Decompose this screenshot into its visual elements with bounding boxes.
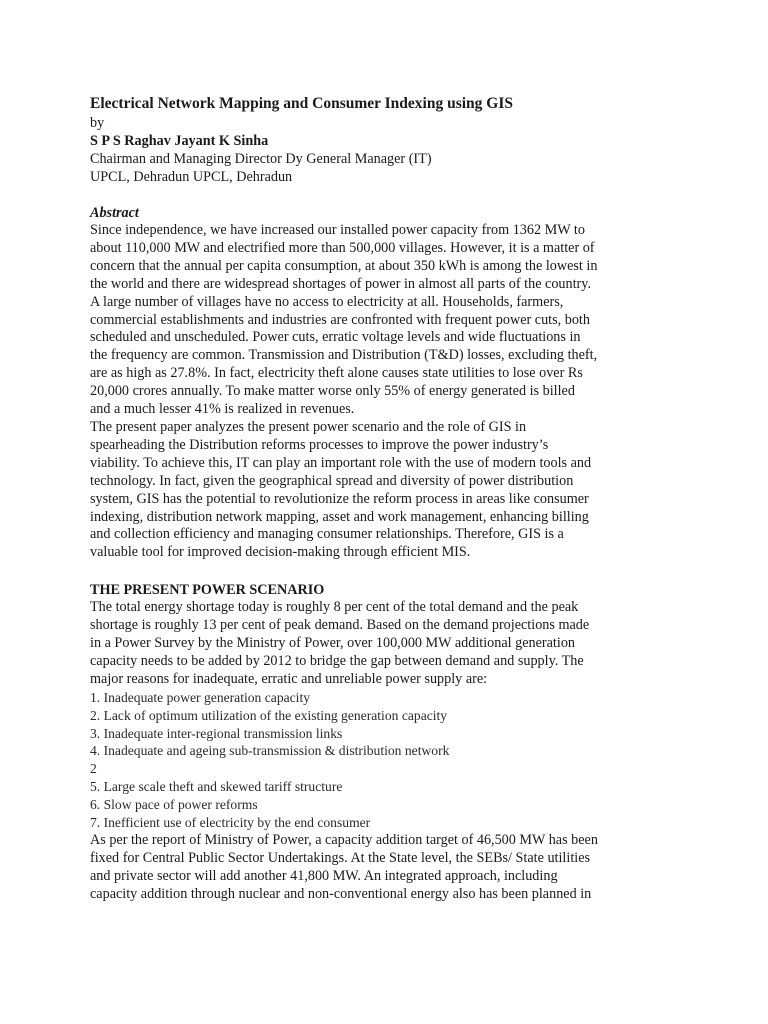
list-item: 7. Inefficient use of electricity by the end consumer	[90, 815, 371, 831]
abstract-heading: Abstract	[90, 205, 139, 221]
list-item: 6. Slow pace of power reforms	[90, 797, 258, 813]
list-item: 1. Inadequate power generation capacity	[90, 689, 311, 705]
authors: S P S Raghav Jayant K Sinha	[90, 133, 269, 149]
text-line: about 110,000 MW and electrified more than 500,000 villages. However, it is a matter of	[90, 239, 595, 256]
text-line: A large number of villages have no access to electricity at all. Households, farmers,	[90, 293, 564, 310]
text-line: and collection efficiency and managing consumer relationships. Therefore, GIS is a	[90, 526, 564, 543]
text-line: indexing, distribution network mapping, asset and work management, enhancing billing	[90, 508, 589, 525]
text-line: shortage is roughly 13 per cent of peak demand. Based on the demand projections made	[90, 617, 590, 634]
text-line: concern that the annual per capita consumption, at about 350 kWh is among the lowest in	[90, 257, 598, 274]
text-line: major reasons for inadequate, erratic and unreliable power supply are:	[90, 670, 488, 687]
section-paragraph-2	[90, 832, 740, 904]
list-item: 4. Inadequate and ageing sub-transmission & distribution network	[90, 743, 450, 759]
text-line: in a Power Survey by the Ministry of Power, over 100,000 MW additional generation	[90, 635, 576, 652]
document-title: Electrical Network Mapping and Consumer Indexing using GIS	[90, 95, 514, 112]
text-line: valuable tool for improved decision-making through efficient MIS.	[90, 544, 471, 561]
text-line: the world and there are widespread shortages of power in almost all parts of the country.	[90, 275, 591, 292]
section-paragraph-1	[90, 599, 740, 689]
text-line: fixed for Central Public Sector Undertakings. At the State level, the SEBs/ State utilities	[90, 849, 591, 866]
reasons-list	[90, 689, 740, 832]
abstract-paragraph-2	[90, 419, 740, 562]
author-affiliations: UPCL, Dehradun UPCL, Dehradun	[90, 169, 293, 185]
text-line: The total energy shortage today is roughly 8 per cent of the total demand and the peak	[90, 599, 579, 616]
text-line: As per the report of Ministry of Power, a capacity addition target of 46,500 MW has been	[90, 832, 598, 848]
list-item: 5. Large scale theft and skewed tariff structure	[90, 779, 343, 795]
list-item: 2. Lack of optimum utilization of the existing generation capacity	[90, 707, 448, 723]
text-line: and private sector will add another 41,800 MW. An integrated approach, including	[90, 867, 558, 884]
text-line: capacity addition through nuclear and non-conventional energy also has been planned in	[90, 885, 592, 902]
list-item: 3. Inadequate inter-regional transmission links	[90, 725, 343, 741]
text-line: capacity needs to be added by 2012 to bridge the gap between demand and supply. The	[90, 652, 584, 669]
text-line: 20,000 crores annually. To make matter worse only 55% of energy generated is billed	[90, 383, 575, 400]
text-line: Since independence, we have increased our installed power capacity from 1362 MW to	[90, 222, 585, 238]
text-line: viability. To achieve this, IT can play an important role with the use of modern tools and	[90, 454, 592, 471]
page-number: 2	[90, 761, 97, 777]
text-line: spearheading the Distribution reforms processes to improve the power industry’s	[90, 436, 549, 453]
text-line: scheduled and unscheduled. Power cuts, erratic voltage levels and wide fluctuations in	[90, 329, 581, 346]
section-heading: THE PRESENT POWER SCENARIO	[90, 582, 325, 599]
text-line: the frequency are common. Transmission and Distribution (T&D) losses, excluding theft,	[90, 347, 598, 364]
abstract-paragraph-1	[90, 222, 740, 419]
text-line: and a much lesser 41% is realized in revenues.	[90, 401, 355, 418]
author-designations: Chairman and Managing Director Dy General Manager (IT)	[90, 151, 432, 167]
text-line: are as high as 27.8%. In fact, electricity theft alone causes state utilities to lose over Rs	[90, 365, 583, 382]
document-page	[90, 94, 740, 904]
text-line: commercial establishments and industries are confronted with frequent power cuts, both	[90, 311, 590, 328]
text-line: system, GIS has the potential to revolutionize the reform process in areas like consumer	[90, 490, 589, 507]
by-line: by	[90, 115, 105, 131]
text-line: The present paper analyzes the present power scenario and the role of GIS in	[90, 418, 527, 435]
text-line: technology. In fact, given the geographical spread and diversity of power distribution	[90, 472, 574, 489]
